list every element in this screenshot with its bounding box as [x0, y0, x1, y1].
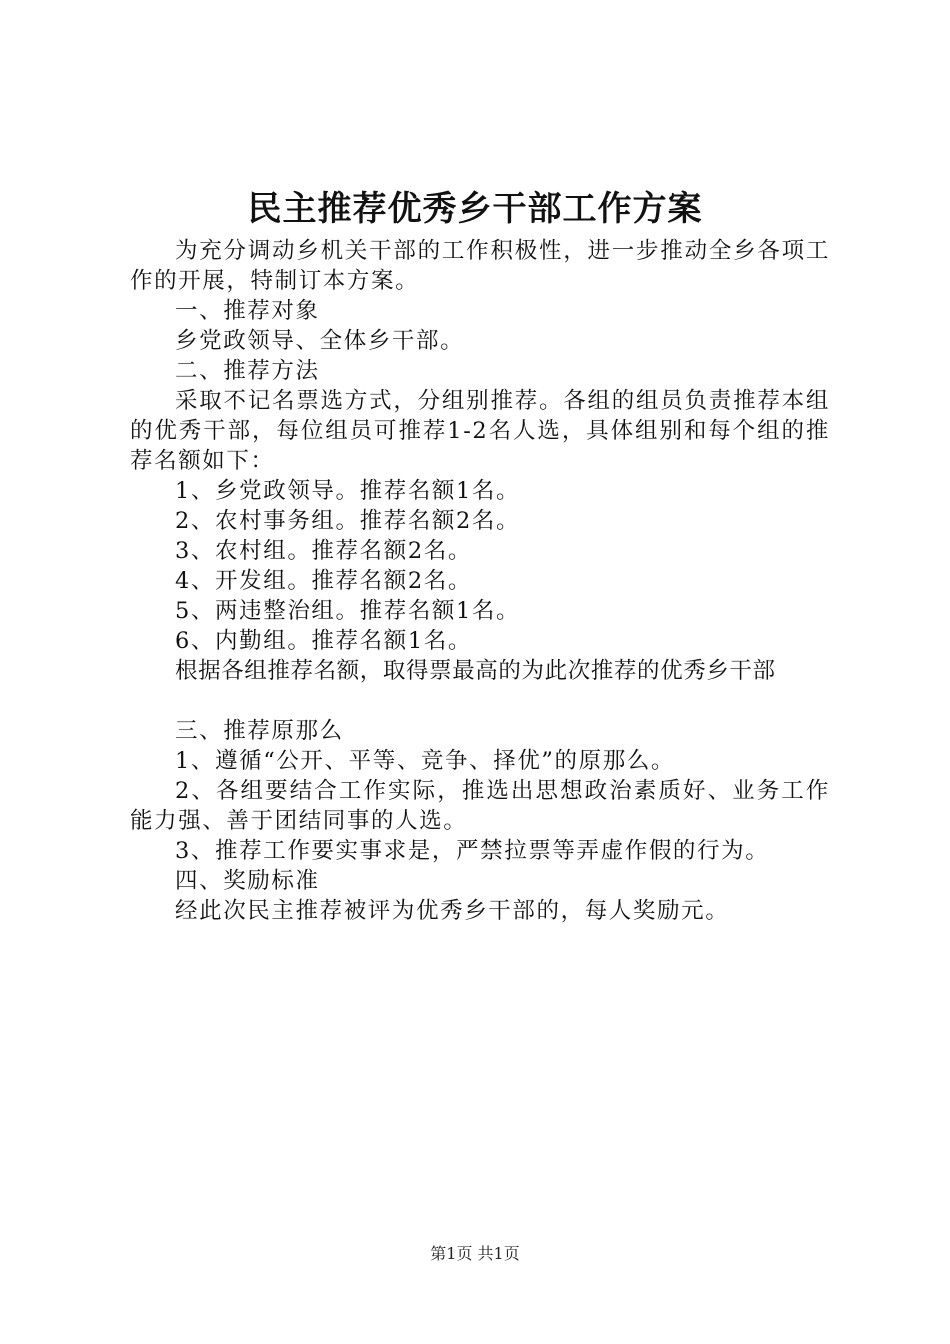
list-item-principle-2: 2、各组要结合工作实际，推选出思想政治素质好、业务工作能力强、善于团结同事的人选。 [130, 778, 830, 834]
paragraph-recommend-method: 采取不记名票选方式，分组别推荐。各组的组员负责推荐本组的优秀干部，每位组员可推荐1-2名人选，具体组别和每个组的推荐名额如下： [130, 388, 830, 474]
list-item-principle-1: 1、遵循“公开、平等、竞争、择优”的原那么。 [175, 748, 676, 774]
list-item-group-5: 5、两违整治组。推荐名额1名。 [175, 598, 521, 624]
list-item-group-3: 3、农村组。推荐名额2名。 [175, 538, 472, 564]
page-footer: 第1页 共1页 [430, 1244, 520, 1263]
list-item-group-4: 4、开发组。推荐名额2名。 [175, 568, 472, 594]
list-item-principle-3: 3、推荐工作要实事求是，严禁拉票等弄虚作假的行为。 [175, 838, 770, 864]
paragraph-recommend-target: 乡党政领导、全体乡干部。 [175, 328, 465, 354]
section-heading-principles: 三、推荐原那么 [175, 718, 344, 744]
document-body [130, 236, 830, 926]
section-heading-rewards: 四、奖励标准 [175, 868, 320, 894]
list-item-group-2: 2、农村事务组。推荐名额2名。 [175, 508, 521, 534]
section-heading-recommend-target: 一、推荐对象 [175, 298, 320, 324]
list-item-group-1: 1、乡党政领导。推荐名额1名。 [175, 478, 521, 504]
blank-line [130, 686, 830, 716]
paragraph-selection-rule: 根据各组推荐名额，取得票最高的为此次推荐的优秀乡干部 [175, 658, 776, 684]
paragraph-rewards: 经此次民主推荐被评为优秀乡干部的，每人奖励元。 [175, 898, 730, 924]
section-heading-recommend-method: 二、推荐方法 [175, 358, 320, 384]
document-title: 民主推荐优秀乡干部工作方案 [247, 189, 703, 229]
list-item-group-6: 6、内勤组。推荐名额1名。 [175, 628, 472, 654]
intro-paragraph: 为充分调动乡机关干部的工作积极性，进一步推动全乡各项工作的开展，特制订本方案。 [130, 238, 830, 294]
